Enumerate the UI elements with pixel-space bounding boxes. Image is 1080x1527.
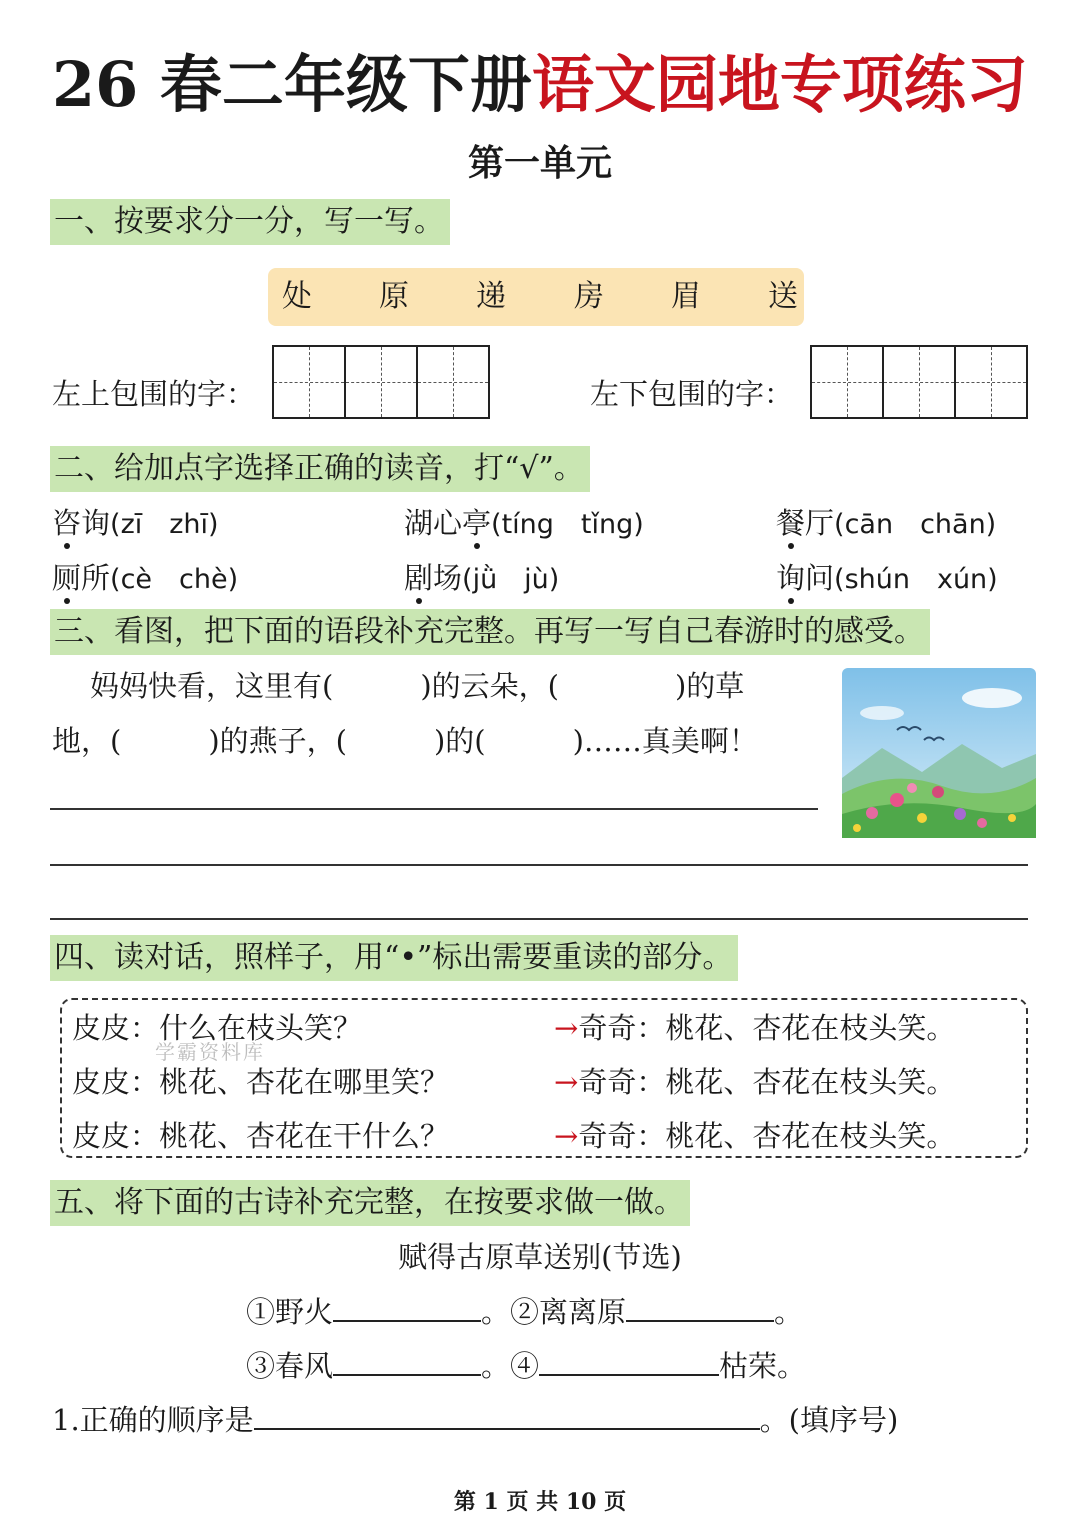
blank[interactable] (333, 1292, 481, 1322)
poem-line-2: ③春风 。④ 枯荣。 (246, 1346, 806, 1386)
writing-line[interactable] (50, 918, 1028, 920)
dialog-question: 皮皮：桃花、杏花在干什么？ (72, 1119, 450, 1153)
arrow-icon: → (554, 1065, 579, 1099)
pinyin-item: 询问(shún xún) (776, 558, 998, 600)
char-box (268, 268, 804, 326)
writing-cell[interactable] (344, 347, 416, 417)
blank[interactable] (333, 1346, 481, 1376)
section4-heading: 四、读对话，照样子，用“•”标出需要重读的部分。 (50, 935, 738, 981)
poem-line-1: ①野火 。②离离原 。 (246, 1292, 803, 1332)
writing-cell[interactable] (954, 347, 1026, 417)
char-2: 原 (379, 279, 409, 314)
dialog-answer: →奇奇：桃花、杏花在枝头笑。 (554, 1065, 956, 1099)
writing-cell[interactable] (812, 347, 882, 417)
char-4: 房 (574, 279, 604, 314)
char-1: 处 (282, 279, 312, 314)
dialog-question: 皮皮：桃花、杏花在哪里笑？ (72, 1065, 450, 1099)
pinyin-item: 厕所(cè chè) (52, 558, 238, 600)
writing-line[interactable] (50, 864, 1028, 866)
writing-cell[interactable] (882, 347, 954, 417)
section2-heading: 二、给加点字选择正确的读音，打“√”。 (50, 446, 590, 492)
blank[interactable] (626, 1292, 774, 1322)
section5-heading: 五、将下面的古诗补充完整，在按要求做一做。 (50, 1180, 690, 1226)
title-red: 语文园地专项练习 (531, 48, 1028, 121)
pinyin-item: 咨询(zī zhī) (52, 503, 219, 545)
poem-title: 赋得古原草送别(节选) (398, 1240, 682, 1274)
blank[interactable] (539, 1346, 719, 1376)
writing-cell[interactable] (416, 347, 488, 417)
writing-cell[interactable] (274, 347, 344, 417)
writing-line[interactable] (50, 808, 818, 810)
paragraph-line-2: 地，( )的燕子，( )的( )……真美啊！ (52, 724, 758, 758)
char-3: 递 (476, 279, 506, 314)
char-6: 送 (768, 279, 798, 314)
char-5: 眉 (671, 279, 701, 314)
spring-scene-image (842, 668, 1036, 842)
arrow-icon: → (554, 1011, 579, 1045)
left-bottom-label: 左下包围的字： (590, 377, 794, 411)
pinyin-item: 剧场(jǜ jù) (404, 558, 559, 600)
arrow-icon: → (554, 1119, 579, 1153)
pinyin-item: 湖心亭(tíng tǐng) (404, 503, 644, 545)
left-top-grid[interactable] (272, 345, 490, 419)
dialog-answer: →奇奇：桃花、杏花在枝头笑。 (554, 1119, 956, 1153)
page-title (0, 42, 1080, 128)
left-top-label: 左上包围的字： (52, 377, 256, 411)
left-bottom-grid[interactable] (810, 345, 1028, 419)
dialog-answer: →奇奇：桃花、杏花在枝头笑。 (554, 1011, 956, 1045)
watermark: 学霸资料库 (155, 1040, 265, 1064)
pinyin-item: 餐厅(cān chān) (776, 503, 996, 545)
page-footer: 第 1 页 共 10 页 (453, 1489, 627, 1515)
blank[interactable] (254, 1400, 760, 1430)
section3-heading: 三、看图，把下面的语段补充完整。再写一写自己春游时的感受。 (50, 609, 930, 655)
title-black: 26 春二年级下册 (52, 48, 532, 121)
paragraph-line-1: 妈妈快看，这里有( )的云朵，( )的草 (90, 669, 745, 703)
section1-heading: 一、按要求分一分，写一写。 (50, 199, 450, 245)
order-question: 1.正确的顺序是 。(填序号) (52, 1400, 898, 1440)
unit-title: 第一单元 (467, 142, 612, 184)
dialog-question: 皮皮：什么在枝头笑？ (72, 1011, 363, 1045)
